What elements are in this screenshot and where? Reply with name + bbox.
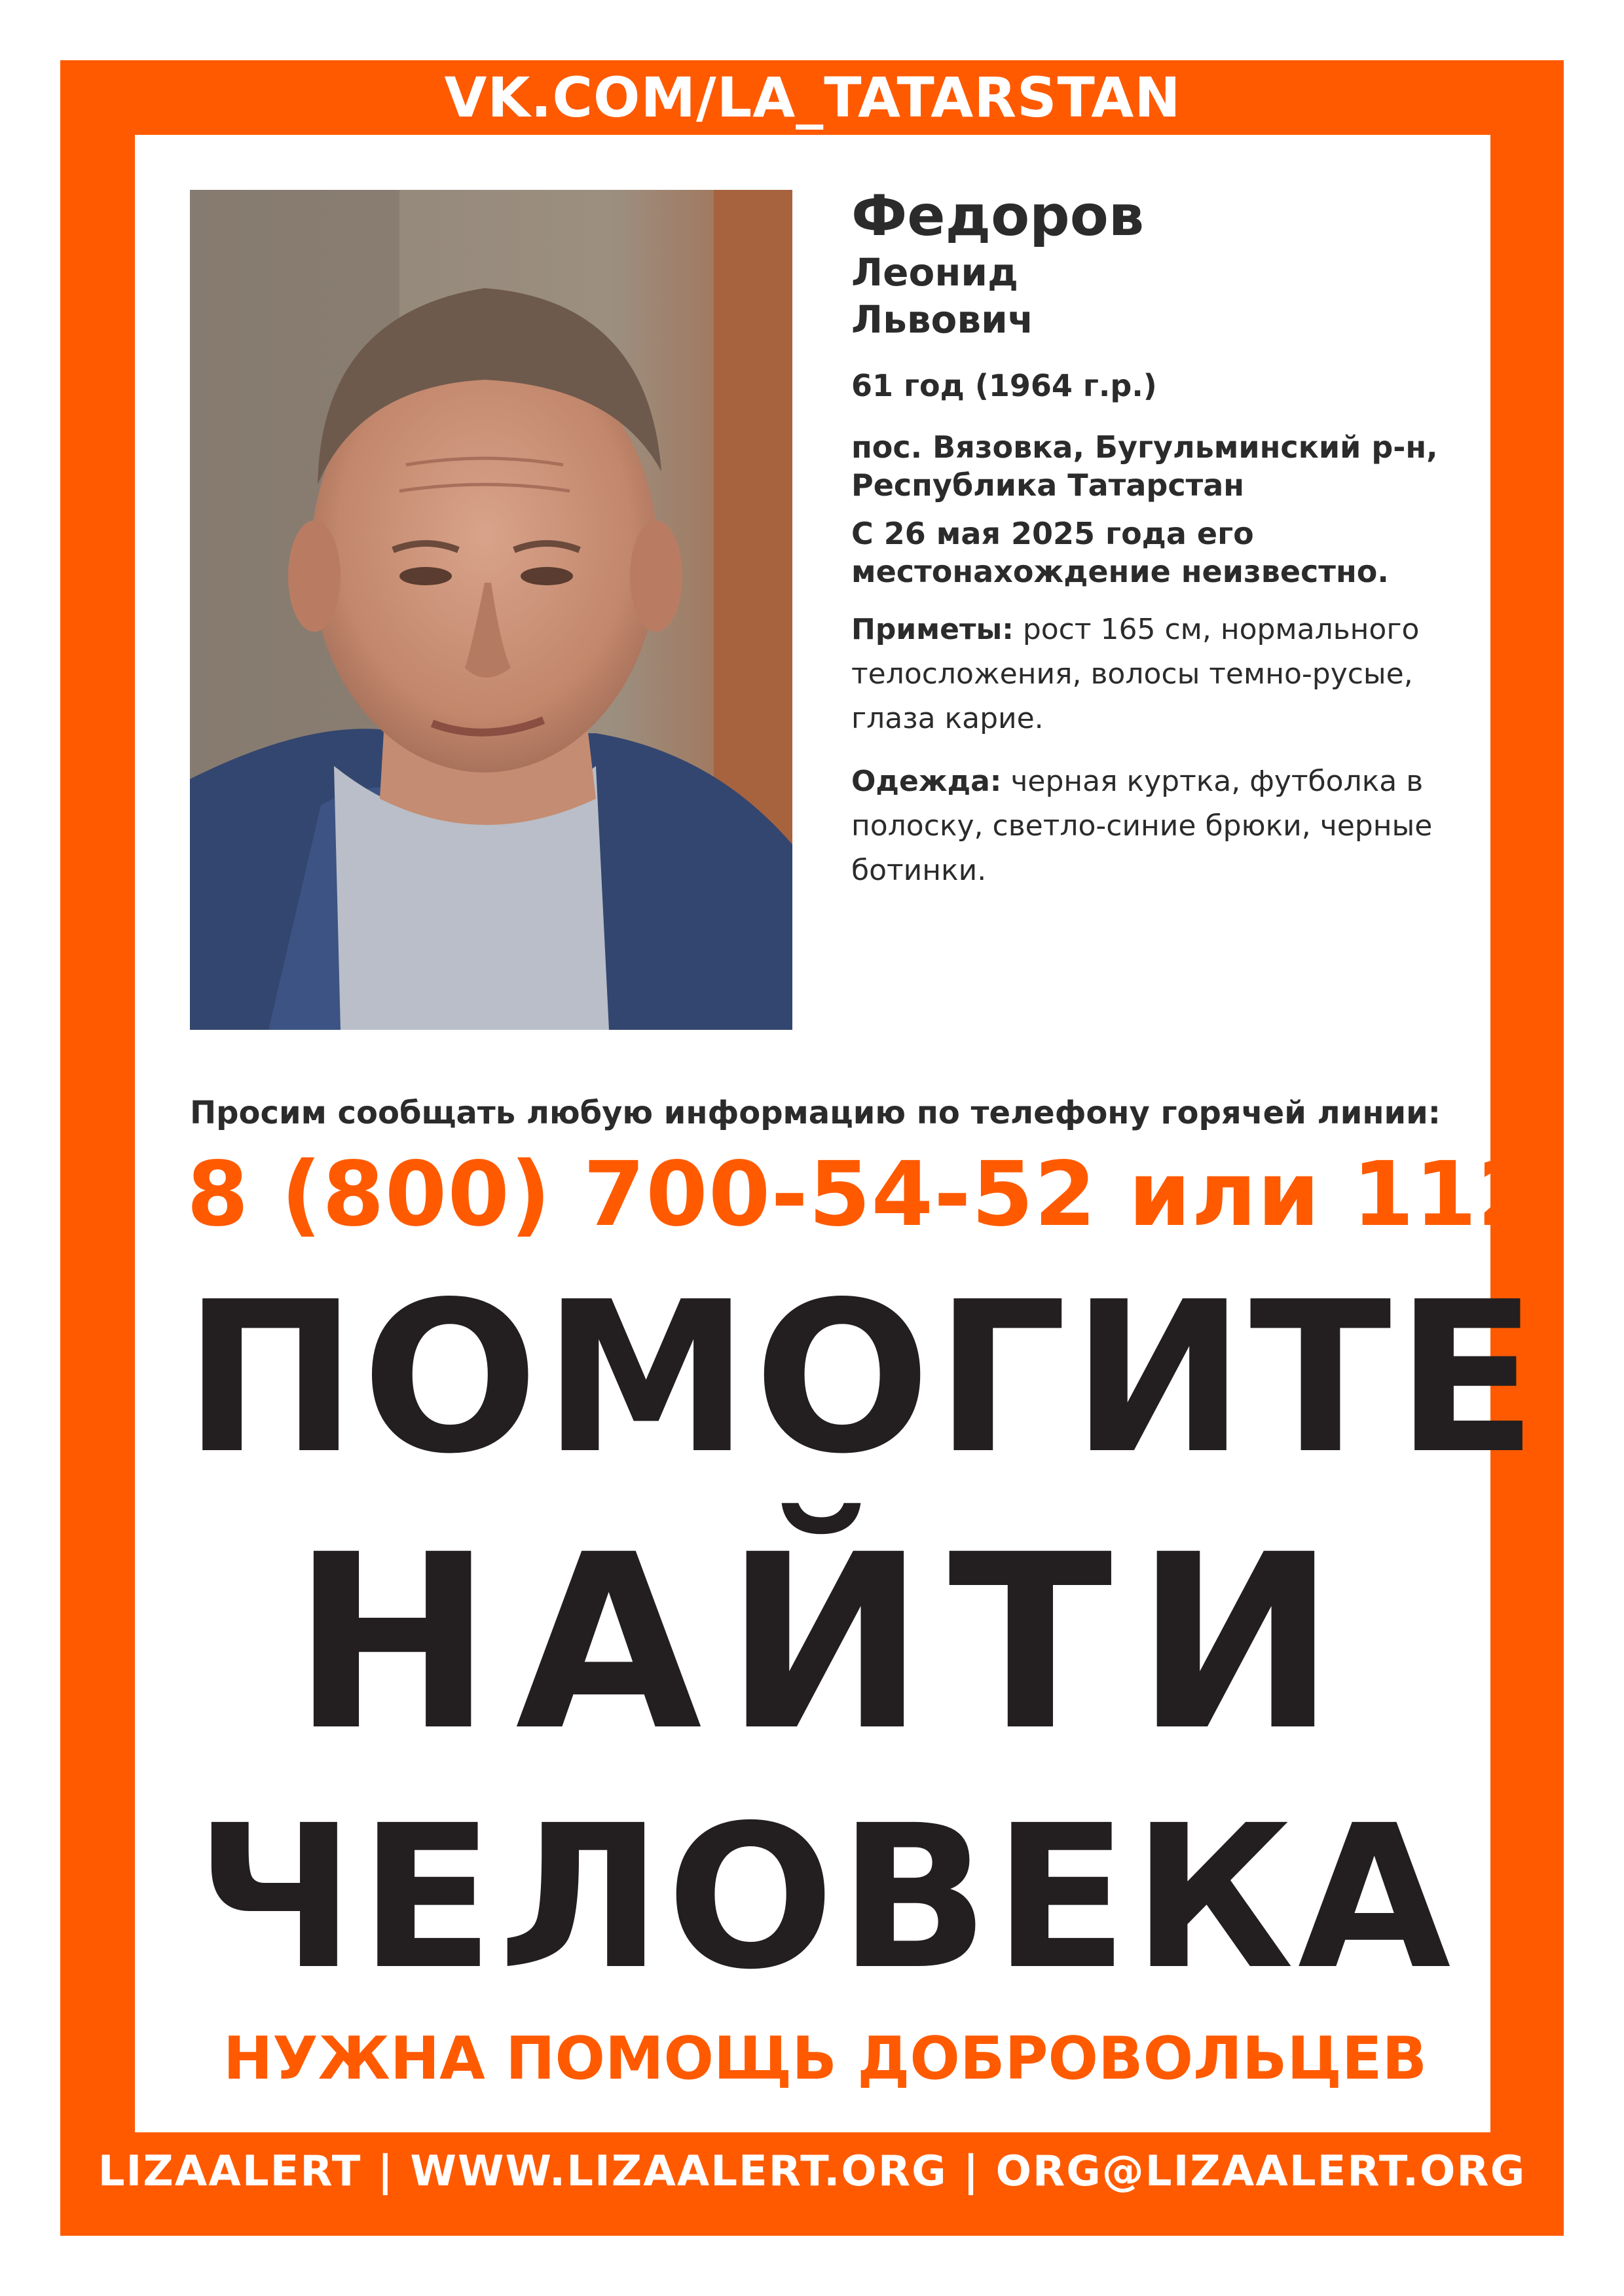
clothes-text: черная куртка, футболка в полоску, светло-синие брюки, черные ботинки. — [851, 765, 1433, 887]
footer-contacts[interactable]: LIZAALERT | WWW.LIZAALERT.ORG | ORG@LIZAALERT.ORG — [98, 2147, 1526, 2196]
person-info — [851, 183, 1467, 893]
person-photo — [190, 190, 792, 1030]
signs-label: Приметы: — [851, 613, 1014, 646]
signs — [851, 608, 1467, 741]
signs-text: рост 165 см, нормального телосложения, волосы темно-русые, глаза карие. — [851, 613, 1420, 735]
vk-group-link[interactable]: VK.COM/LA_TATARSTAN — [444, 65, 1181, 130]
clothes-label: Одежда: — [851, 765, 1002, 798]
surname: Федоров — [851, 183, 1145, 249]
headline-line-2: НАЙТИ — [291, 1503, 1359, 1783]
patronymic: Львович — [851, 297, 1034, 342]
clothes — [851, 759, 1467, 893]
first-name: Леонид — [851, 250, 1018, 295]
headline-line-3: ЧЕЛОВЕКА — [195, 1783, 1455, 2013]
hotline-phone[interactable]: 8 (800) 700-54-52 или 112 — [187, 1143, 1540, 1247]
missing-since: С 26 мая 2025 года его местонахождение неизвестно. — [851, 516, 1389, 589]
hotline-request: Просим сообщать любую информацию по телефону горячей линии: — [190, 1095, 1441, 1131]
headline-line-1: ПОМОГИТЕ — [183, 1257, 1542, 1499]
location: пос. Вязовка, Бугульминский р-н, Республика Татарстан — [851, 429, 1438, 503]
volunteers-needed: НУЖНА ПОМОЩЬ ДОБРОВОЛЬЦЕВ — [223, 2024, 1428, 2093]
age: 61 год (1964 г.р.) — [851, 368, 1157, 403]
